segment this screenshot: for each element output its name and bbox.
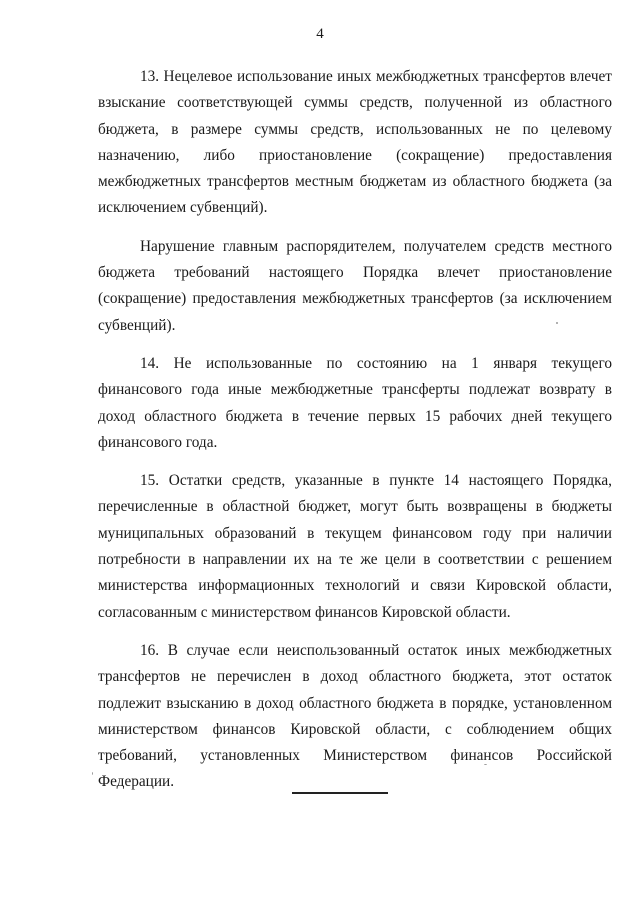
scan-speck (556, 322, 558, 324)
page-number: 4 (316, 26, 324, 42)
paragraph-13-violation: Нарушение главным распорядителем, получателем средств местного бюджета требований настоящего Порядка влечет приостановление (сокращение) предоставления межбюджетных трансфертов (за исключением субвенций). (98, 237, 612, 334)
scan-speck (484, 764, 487, 765)
paragraph-16: 16. В случае если неиспользованный остаток иных межбюджетных трансфертов не перечислен в доход областного бюджета, этот остаток подлежит взысканию в доход областного бюджета в порядке, установленном министерством финансов Кировской области, с соблюдением общих требований, установленных Министерством финансов Российской Федерации. (98, 641, 612, 791)
end-divider-line (292, 792, 388, 794)
document-body (98, 64, 612, 808)
paragraph-15: 15. Остатки средств, указанные в пункте 14 настоящего Порядка, перечисленные в областной бюджет, могут быть возвращены в бюджеты муниципальных образований в текущем финансовом году при наличии потребности в направлении их на те же цели в соответствии с решением министерства информационных технологий и связи Кировской области, согласованным с министерством финансов Кировской области. (98, 472, 612, 621)
paragraph-14: 14. Не использованные по состоянию на 1 января текущего финансового года иные межбюджетные трансферты подлежат возврату в доход областного бюджета в течение первых 15 рабочих дней текущего финансового года. (98, 354, 612, 451)
paragraph-13: 13. Нецелевое использование иных межбюджетных трансфертов влечет взыскание соответствующей суммы средств, полученной из областного бюджета, в размере суммы средств, использованных не по целевому назначению, либо приостановление (сокращение) предоставления межбюджетных трансфертов местным бюджетам из областного бюджета (за исключением субвенций). (98, 68, 612, 217)
scan-speck (92, 772, 93, 775)
